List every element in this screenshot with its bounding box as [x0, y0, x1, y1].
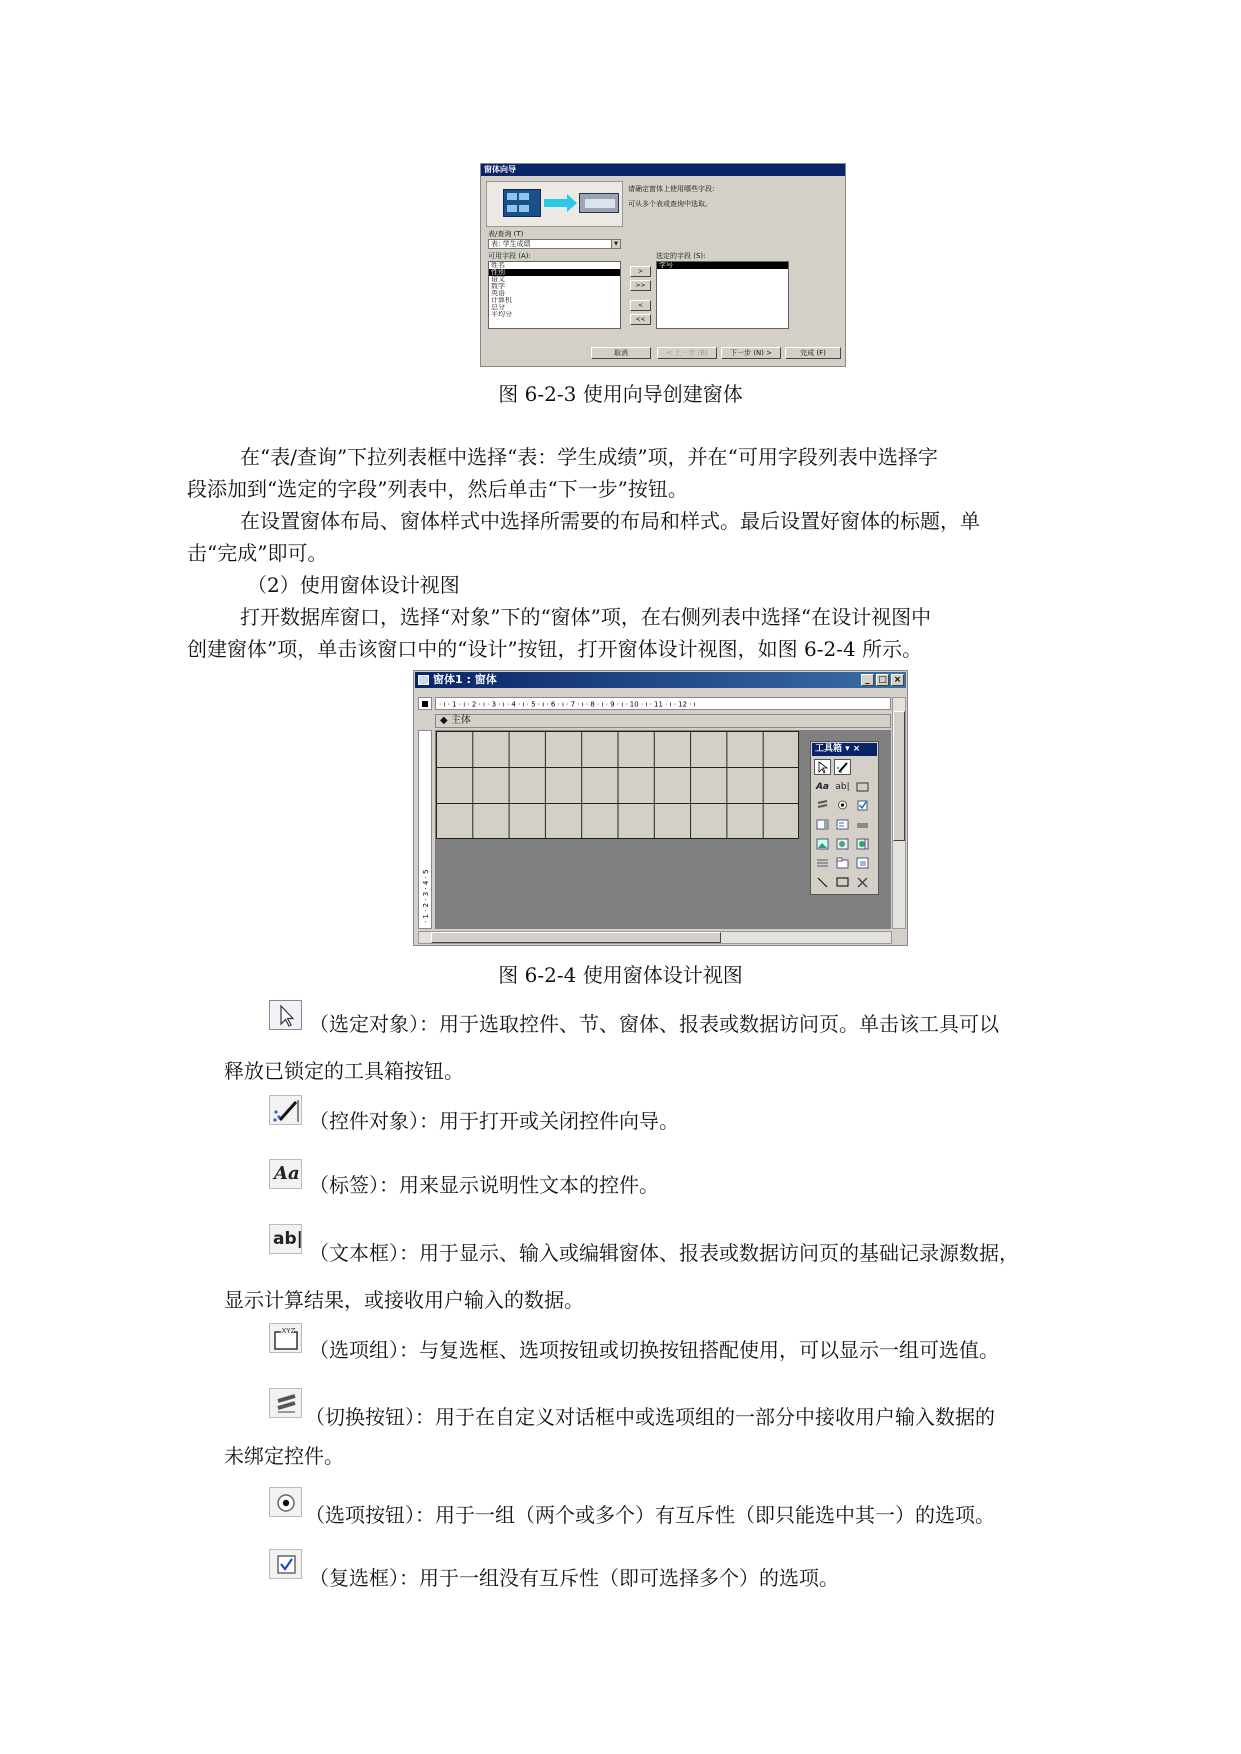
- option-group-icon[interactable]: [854, 779, 871, 795]
- table-query-label: 表/查询 (T): [488, 230, 524, 238]
- control-wizard-icon: [269, 1095, 302, 1125]
- line-icon[interactable]: [814, 875, 831, 891]
- list-item[interactable]: 姓名: [491, 262, 505, 269]
- minimize-button[interactable]: _: [861, 674, 874, 686]
- combo-box-icon[interactable]: [814, 817, 831, 833]
- list-item[interactable]: 学号: [657, 262, 788, 269]
- option-button-icon[interactable]: [834, 798, 851, 814]
- toggle-button-icon: [269, 1388, 302, 1418]
- paragraph-3-line-2: 创建窗体”项，单击该窗口中的“设计”按钮，打开窗体设计视图，如图 6-2-4 所示。: [187, 637, 923, 661]
- available-fields-list[interactable]: [488, 261, 621, 329]
- legend-select-object: （选定对象）：用于选取控件、节、窗体、报表或数据访问页。单击该工具可以: [309, 1012, 999, 1036]
- page-break-icon[interactable]: [814, 856, 831, 872]
- legend-checkbox: （复选框）：用于一组没有互斥性（即可选择多个）的选项。: [309, 1566, 839, 1590]
- list-item[interactable]: 英语: [491, 290, 505, 297]
- legend-control-wizard: （控件对象）：用于打开或关闭控件向导。: [309, 1109, 679, 1133]
- toggle-button-icon[interactable]: [814, 798, 831, 814]
- form-wizard-dialog: [480, 163, 846, 367]
- bound-object-frame-icon[interactable]: [854, 837, 871, 853]
- wizard-title: 窗体向导: [481, 164, 845, 176]
- toolbox-title[interactable]: 工具箱 ▾ ×: [812, 743, 877, 756]
- select-object-icon: [269, 1000, 302, 1030]
- window-titlebar: [415, 672, 906, 688]
- remove-all-fields-button[interactable]: <<: [630, 314, 651, 325]
- form-icon: [418, 675, 429, 685]
- selected-fields-label: 选定的字段 (S):: [656, 252, 706, 260]
- more-controls-icon[interactable]: [854, 875, 871, 891]
- paragraph-2-line-1: 在设置窗体布局、窗体样式中选择所需要的布局和样式。最后设置好窗体的标题，单: [240, 509, 980, 533]
- option-group-icon: [269, 1323, 302, 1353]
- detail-grid[interactable]: [436, 731, 799, 839]
- form-icon: [579, 193, 619, 213]
- wizard-prompt-2: 可从多个表或查询中选取。: [628, 200, 712, 208]
- list-item[interactable]: 语文: [491, 276, 505, 283]
- ruler-marks: · ı · 1 · ı · 2 · ı · 3 · ı · 4 · ı · 5 · ı · 6 · ı · 7 · ı · 8 · ı · 9 · ı · 10 · ı · 11 · ı · 12 · ı: [439, 700, 696, 709]
- figure-caption-1: 图 6-2-3 使用向导创建窗体: [498, 382, 743, 406]
- paragraph-2-line-2: 击“完成”即可。: [187, 541, 328, 565]
- legend-label: （标签）：用来显示说明性文本的控件。: [309, 1173, 659, 1197]
- textbox-icon[interactable]: ab|: [835, 782, 850, 792]
- maximize-button[interactable]: □: [876, 674, 889, 686]
- label-icon[interactable]: Aa: [815, 782, 830, 792]
- unbound-object-frame-icon[interactable]: [834, 837, 851, 853]
- add-all-fields-button[interactable]: >>: [630, 280, 651, 291]
- list-item[interactable]: 计算机: [491, 297, 512, 304]
- wizard-prompt-1: 请确定窗体上使用哪些字段:: [628, 185, 715, 193]
- legend-textbox: （文本框）：用于显示、输入或编辑窗体、报表或数据访问页的基础记录源数据，: [309, 1241, 1019, 1265]
- toolbox: [810, 741, 879, 895]
- image-icon[interactable]: [814, 837, 831, 853]
- checkbox-icon[interactable]: [854, 798, 871, 814]
- paragraph-3-line-1: 打开数据库窗口，选择“对象”下的“窗体”项，在右侧列表中选择“在设计视图中: [240, 605, 932, 629]
- table-query-select[interactable]: 表: 学生成绩 ▼: [488, 239, 621, 249]
- rectangle-icon[interactable]: [834, 875, 851, 891]
- arrow-icon: [544, 199, 568, 207]
- available-fields-label: 可用字段 (A):: [488, 252, 531, 260]
- ruler-marks-vertical: · 1 · 2 · 3 · 4 · 5: [422, 869, 430, 923]
- list-item[interactable]: 平均分: [491, 311, 512, 318]
- list-box-icon[interactable]: [834, 817, 851, 833]
- legend-option-group: （选项组）：与复选框、选项按钮或切换按钮搭配使用，可以显示一组可选值。: [309, 1338, 999, 1362]
- figure-caption-2: 图 6-2-4 使用窗体设计视图: [498, 963, 743, 987]
- next-button[interactable]: 下一步 (N) >: [721, 347, 781, 359]
- chevron-down-icon[interactable]: ▼: [611, 240, 620, 248]
- paragraph-1-line-1: 在“表/查询”下拉列表框中选择“表：学生成绩”项，并在“可用字段列表中选择字: [240, 445, 938, 469]
- subform-icon[interactable]: [854, 856, 871, 872]
- form-selector[interactable]: [418, 697, 432, 710]
- form-design-window: [413, 670, 908, 946]
- legend-toggle-button: （切换按钮）：用于在自定义对话框中或选项组的一部分中接收用户输入数据的: [305, 1405, 995, 1429]
- legend-textbox-cont: 显示计算结果，或接收用户输入的数据。: [224, 1288, 584, 1312]
- back-button[interactable]: < 上一步 (B): [657, 347, 717, 359]
- vertical-ruler: [418, 730, 432, 929]
- svg-text:XYZ: XYZ: [281, 1327, 296, 1335]
- list-item[interactable]: 性别: [489, 269, 620, 276]
- window-title: 窗体1 : 窗体: [433, 673, 497, 686]
- table-icon: [503, 189, 541, 217]
- label-icon: Aa: [269, 1159, 302, 1189]
- horizontal-ruler: [435, 697, 891, 710]
- tab-control-icon[interactable]: [834, 856, 851, 872]
- checkbox-icon: [269, 1549, 302, 1579]
- selected-fields-list[interactable]: [656, 261, 789, 329]
- finish-button[interactable]: 完成 (F): [785, 347, 841, 359]
- legend-toggle-button-cont: 未绑定控件。: [224, 1444, 344, 1468]
- section-heading: （2）使用窗体设计视图: [247, 573, 460, 597]
- close-button[interactable]: ×: [891, 674, 904, 686]
- remove-field-button[interactable]: <: [630, 300, 651, 311]
- option-button-icon: [269, 1487, 302, 1517]
- control-wizard-icon[interactable]: [834, 759, 851, 775]
- list-item[interactable]: 总分: [491, 304, 505, 311]
- paragraph-1-line-2: 段添加到“选定的字段”列表中，然后单击“下一步”按钮。: [187, 477, 688, 501]
- cancel-button[interactable]: 取消: [591, 347, 651, 359]
- list-item[interactable]: 数学: [491, 283, 505, 290]
- horizontal-scrollbar[interactable]: [418, 931, 892, 944]
- add-field-button[interactable]: >: [630, 266, 651, 277]
- textbox-icon: ab|: [269, 1224, 302, 1254]
- vertical-scrollbar[interactable]: [892, 697, 906, 929]
- command-button-icon[interactable]: [854, 817, 871, 833]
- detail-section-bar[interactable]: ◆ 主体: [435, 714, 891, 728]
- wizard-illustration: [486, 181, 623, 227]
- legend-select-object-cont: 释放已锁定的工具箱按钮。: [224, 1059, 464, 1083]
- select-object-icon[interactable]: [814, 759, 831, 775]
- legend-option-button: （选项按钮）：用于一组（两个或多个）有互斥性（即只能选中其一）的选项。: [305, 1503, 995, 1527]
